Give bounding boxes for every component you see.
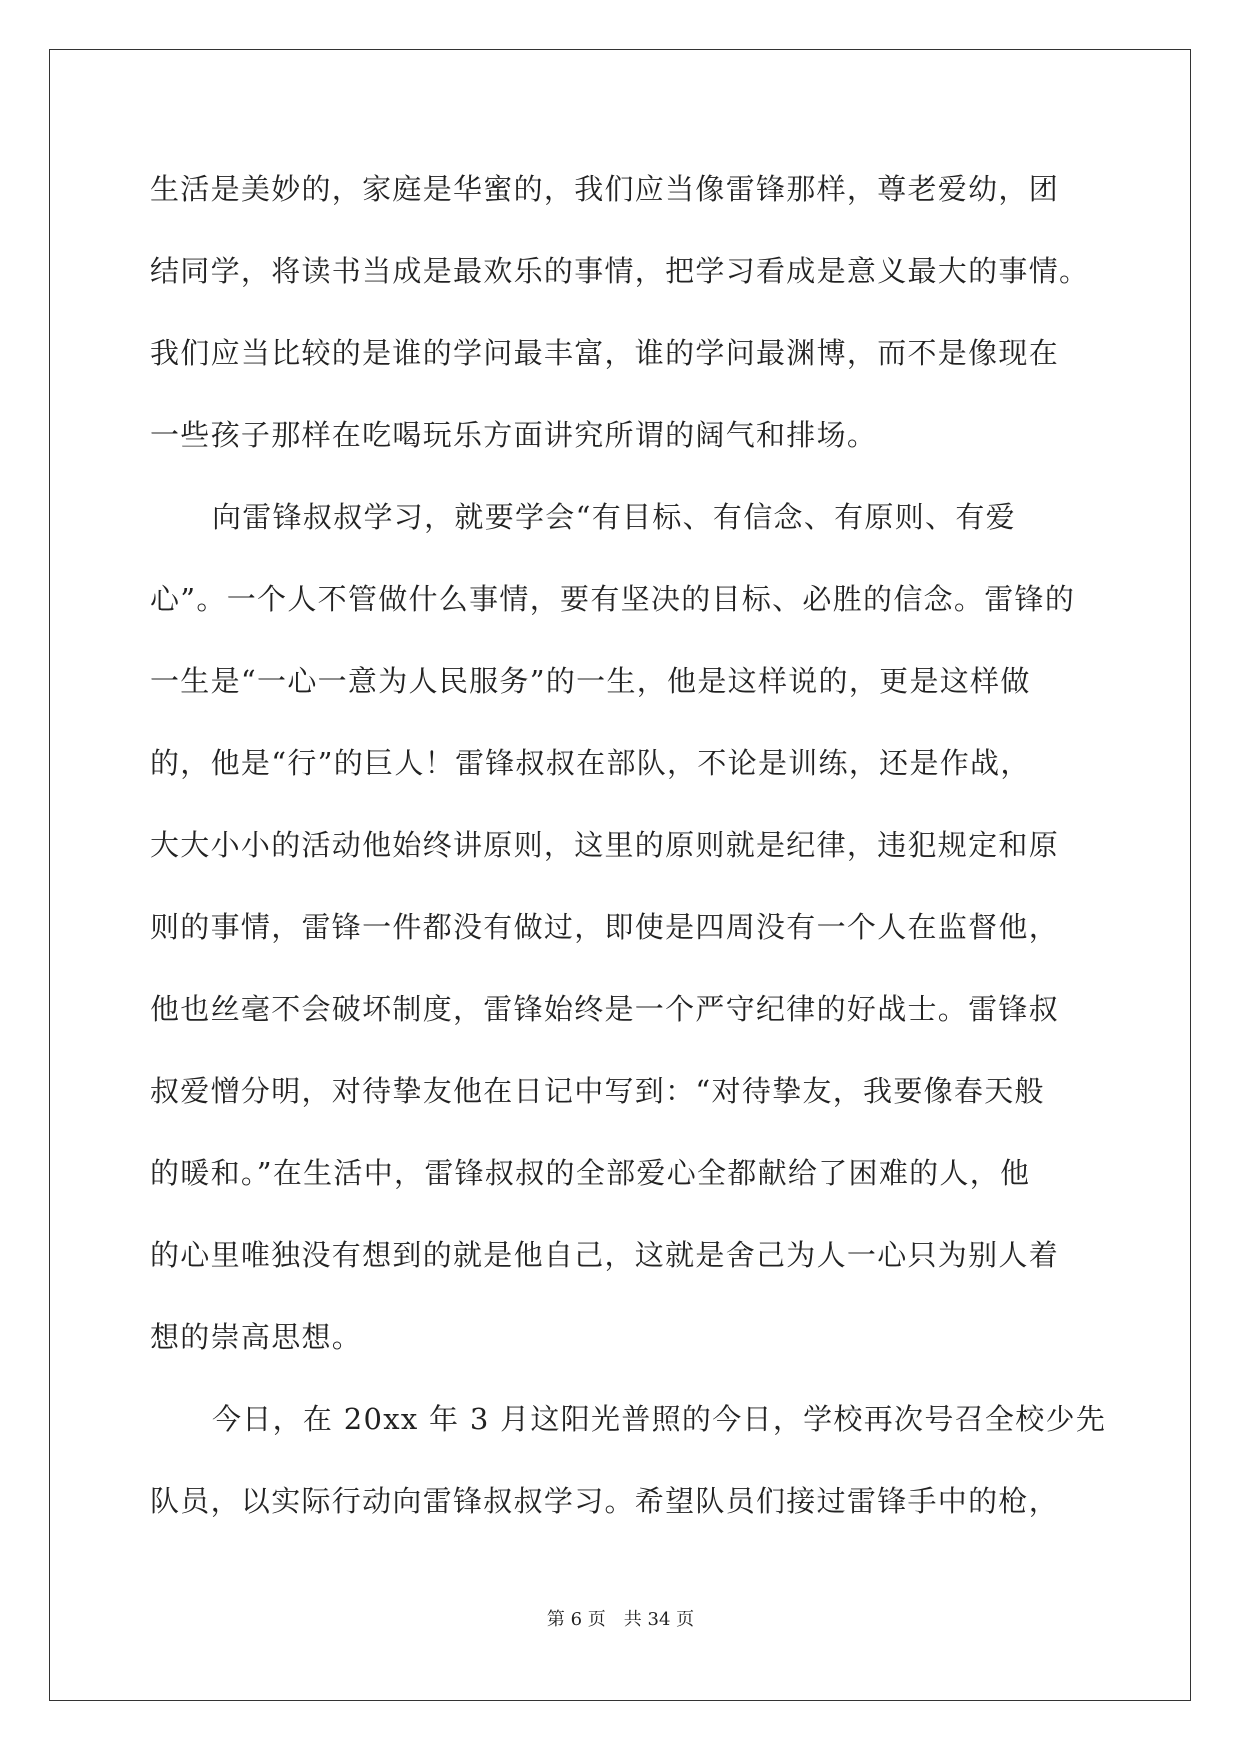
document-body bbox=[150, 161, 1107, 1555]
text-line: 的，他是“行”的巨人！雷锋叔叔在部队，不论是训练，还是作战， bbox=[150, 746, 1031, 780]
page-footer bbox=[0, 1605, 1241, 1631]
text-line: 大大小小的活动他始终讲原则，这里的原则就是纪律，违犯规定和原 bbox=[150, 828, 1060, 862]
page-number: 第 6 页 bbox=[546, 1609, 606, 1630]
page-total: 共 34 页 bbox=[623, 1609, 695, 1630]
text-line: 的心里唯独没有想到的就是他自己，这就是舍己为人一心只为别人着 bbox=[150, 1238, 1060, 1272]
text-line: 我们应当比较的是谁的学问最丰富，谁的学问最渊博，而不是像现在 bbox=[150, 336, 1060, 370]
text-line: 队员，以实际行动向雷锋叔叔学习。希望队员们接过雷锋手中的枪， bbox=[150, 1484, 1060, 1518]
text-line: 生活是美妙的，家庭是华蜜的，我们应当像雷锋那样，尊老爱幼，团 bbox=[150, 172, 1060, 206]
text-line: 结同学，将读书当成是最欢乐的事情，把学习看成是意义最大的事情。 bbox=[150, 254, 1090, 288]
text-line: 则的事情，雷锋一件都没有做过，即使是四周没有一个人在监督他， bbox=[150, 910, 1060, 944]
text-line: 他也丝毫不会破坏制度，雷锋始终是一个严守纪律的好战士。雷锋叔 bbox=[150, 992, 1060, 1026]
text-line: 的暖和。”在生活中，雷锋叔叔的全部爱心全都献给了困难的人，他 bbox=[150, 1156, 1031, 1190]
text-line: 一生是“一心一意为人民服务”的一生，他是这样说的，更是这样做 bbox=[150, 664, 1031, 698]
text-line: 想的崇高思想。 bbox=[150, 1320, 363, 1354]
text-line: 一些孩子那样在吃喝玩乐方面讲究所谓的阔气和排场。 bbox=[150, 418, 878, 452]
paragraph-first-line: 向雷锋叔叔学习，就要学会“有目标、有信念、有原则、有爱 bbox=[212, 500, 1016, 534]
paragraph-first-line: 今日，在 20xx 年 3 月这阳光普照的今日，学校再次号召全校少先 bbox=[212, 1402, 1107, 1436]
text-line: 叔爱憎分明，对待挚友他在日记中写到：“对待挚友，我要像春天般 bbox=[150, 1074, 1045, 1108]
text-line: 心”。一个人不管做什么事情，要有坚决的目标、必胜的信念。雷锋的 bbox=[150, 582, 1076, 616]
